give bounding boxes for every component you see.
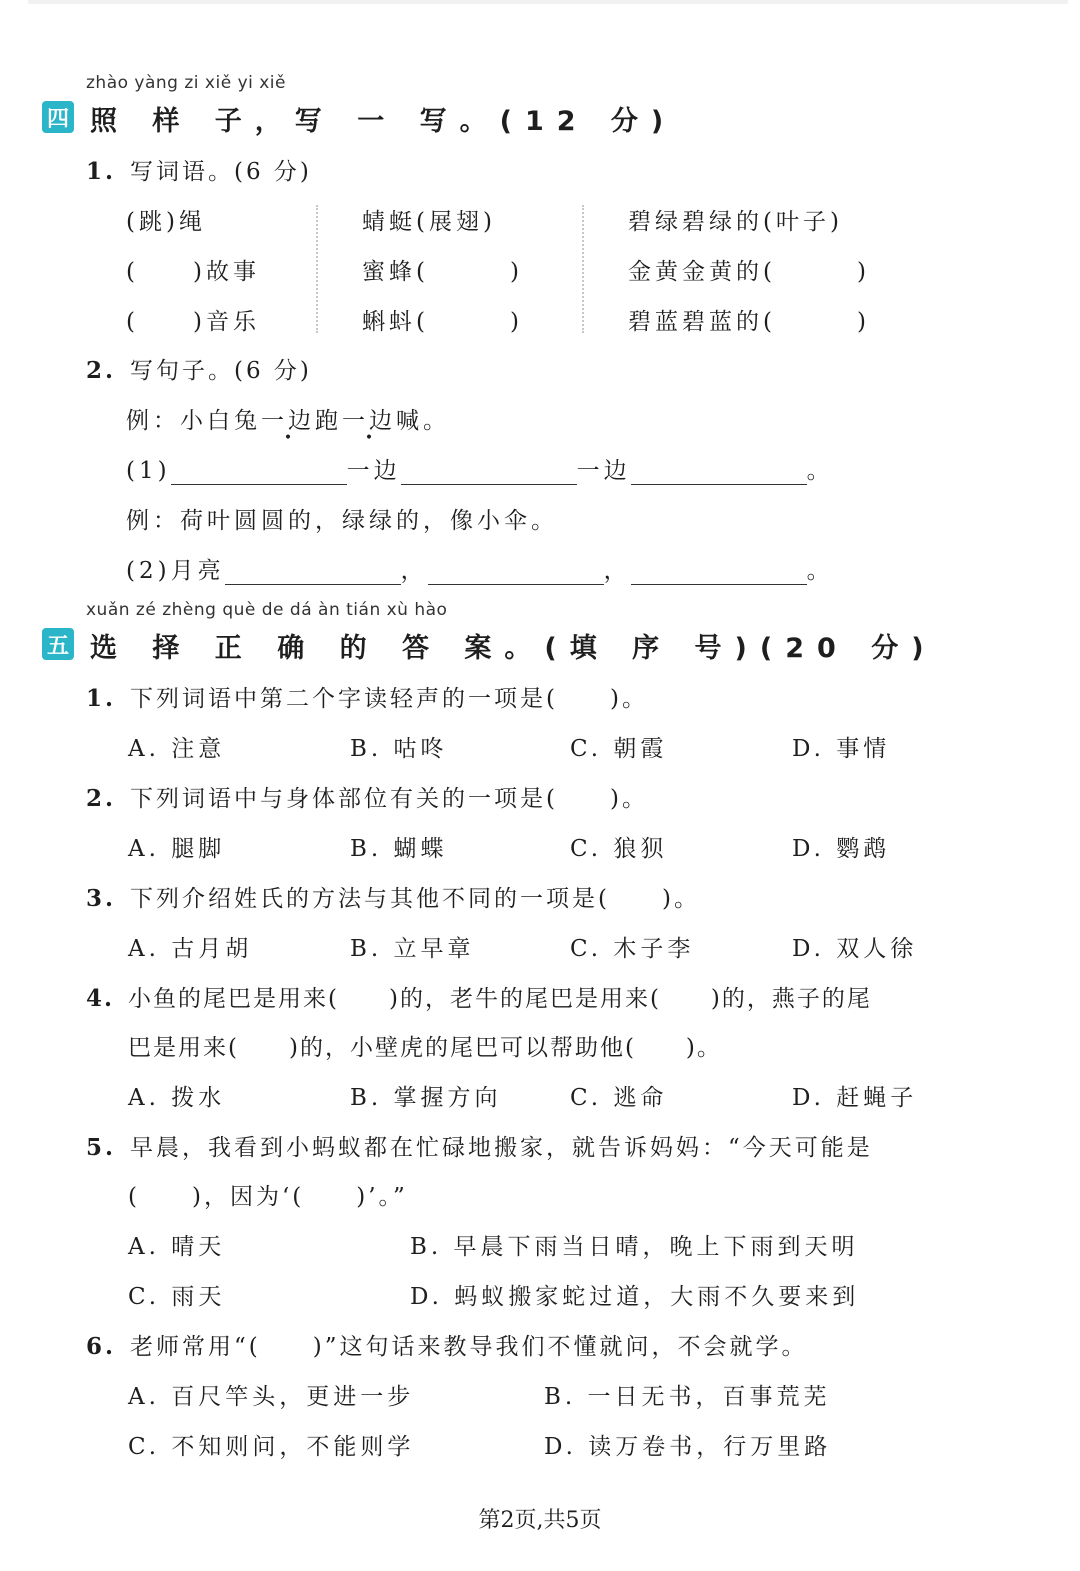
sentence1-end: 。 xyxy=(806,458,834,484)
q5-2-option-c: C. 狼狈 xyxy=(570,836,668,862)
sentence1-word: 一边 xyxy=(346,458,401,484)
q5-5-stem-cont: ( )，因为‘( )’。” xyxy=(128,1184,408,1210)
q5-6-stem xyxy=(86,1328,807,1361)
q5-5-stem xyxy=(86,1129,873,1162)
q5-5-option-a: A. 晴天 xyxy=(128,1234,226,1260)
q5-6-text: 老师常用“( )”这句话来教导我们不懂就问，不会就学。 xyxy=(130,1334,808,1360)
column-divider xyxy=(582,205,584,333)
page-number-footer: 第2页,共5页 xyxy=(478,1508,602,1533)
q4-1-col2-row1: 蜻蜓(展翅) xyxy=(362,209,496,235)
q5-4-option-d: D. 赶蝇子 xyxy=(792,1085,918,1111)
example1-part: 喊。 xyxy=(396,408,450,434)
section4-pinyin: zhào yàng zi xiě yi xiě xyxy=(86,73,286,93)
q5-1-option-c: C. 朝霞 xyxy=(570,736,668,762)
sentence2-separator: ， xyxy=(603,558,631,584)
sentence1-label: (1) xyxy=(126,458,171,484)
q5-5-option-b: B. 早晨下雨当日晴，晚上下雨到天明 xyxy=(410,1234,859,1260)
q4-1-col1-row3: ( )音乐 xyxy=(126,309,260,335)
q5-6-option-a: A. 百尺竿头，更进一步 xyxy=(128,1384,415,1410)
q4-1-col1-row2: ( )故事 xyxy=(126,259,260,285)
q5-5-option-c: C. 雨天 xyxy=(128,1284,226,1310)
q5-5-text: 早晨，我看到小蚂蚁都在忙碌地搬家，就告诉妈妈：“今天可能是 xyxy=(130,1135,873,1161)
sentence2-label: (2)月亮 xyxy=(126,558,225,584)
q5-1-option-d: D. 事情 xyxy=(792,736,891,762)
q4-2-sentence2 xyxy=(126,552,834,585)
q4-2-title: 写句子。(6 分) xyxy=(130,358,312,384)
q4-1-col3-row2: 金黄金黄的( ) xyxy=(628,259,870,285)
section5-title: 选 择 正 确 的 答 案。(填 序 号)(20 分) xyxy=(90,633,937,664)
sentence2-separator: ， xyxy=(400,558,428,584)
q5-5-number: 5. xyxy=(86,1134,117,1161)
answer-blank[interactable] xyxy=(171,458,347,485)
q5-6-number: 6. xyxy=(86,1333,117,1360)
q5-4-option-a: A. 拨水 xyxy=(128,1085,226,1111)
section4-number-badge: 四 xyxy=(42,101,74,133)
q4-1-col3-row1: 碧绿碧绿的(叶子) xyxy=(628,209,843,235)
q4-2-example2: 例：荷叶圆圆的，绿绿的，像小伞。 xyxy=(126,508,558,534)
section4-title: 照 样 子，写 一 写。(12 分) xyxy=(90,106,677,137)
sentence2-end: 。 xyxy=(806,558,834,584)
answer-blank[interactable] xyxy=(631,558,807,585)
answer-blank[interactable] xyxy=(428,558,604,585)
q4-2-example1 xyxy=(126,402,450,435)
q4-2-sentence1 xyxy=(126,452,834,485)
answer-blank[interactable] xyxy=(401,458,577,485)
q5-4-text: 小鱼的尾巴是用来( )的，老牛的尾巴是用来( )的，燕子的尾 xyxy=(128,986,872,1012)
q5-2-text: 下列词语中与身体部位有关的一项是( )。 xyxy=(130,786,648,812)
q5-2-option-b: B. 蝴蝶 xyxy=(350,836,448,862)
q5-5-option-d: D. 蚂蚁搬家蛇过道，大雨不久要来到 xyxy=(410,1284,860,1310)
q5-1-number: 1. xyxy=(86,685,117,712)
q4-1-col2-row2: 蜜蜂( ) xyxy=(362,259,523,285)
column-divider xyxy=(316,205,318,333)
section5-pinyin: xuǎn zé zhèng què de dá àn tián xù hào xyxy=(86,600,448,620)
q5-4-option-c: C. 逃命 xyxy=(570,1085,668,1111)
q5-6-option-b: B. 一日无书，百事荒芜 xyxy=(544,1384,831,1410)
sentence1-word: 一边 xyxy=(576,458,631,484)
q4-1-heading xyxy=(86,153,312,186)
q4-1-col3-row3: 碧蓝碧蓝的( ) xyxy=(628,309,870,335)
q5-3-option-a: A. 古月胡 xyxy=(128,936,253,962)
q5-3-number: 3. xyxy=(86,885,117,912)
q5-1-text: 下列词语中第二个字读轻声的一项是( )。 xyxy=(130,686,648,712)
section5-number-badge: 五 xyxy=(42,628,74,660)
q5-1-option-a: A. 注意 xyxy=(128,736,226,762)
q4-1-number: 1. xyxy=(86,158,117,185)
example1-dotted-word: 一边 xyxy=(261,408,315,434)
example1-part: 例：小白兔 xyxy=(126,408,261,434)
q5-4-number: 4. xyxy=(86,985,115,1012)
q5-4-stem xyxy=(86,980,872,1013)
q5-1-option-b: B. 咕咚 xyxy=(350,736,448,762)
q5-3-option-d: D. 双人徐 xyxy=(792,936,918,962)
q5-2-stem xyxy=(86,780,648,813)
q4-2-number: 2. xyxy=(86,357,117,384)
q4-1-col2-row3: 蝌蚪( ) xyxy=(362,309,523,335)
answer-blank[interactable] xyxy=(225,558,401,585)
q5-1-stem xyxy=(86,680,648,713)
example1-part: 跑 xyxy=(315,408,342,434)
q5-3-stem xyxy=(86,880,700,913)
q4-1-col1-row1: (跳)绳 xyxy=(126,209,206,235)
q5-6-option-d: D. 读万卷书，行万里路 xyxy=(544,1434,832,1460)
q4-2-heading xyxy=(86,352,312,385)
q5-2-number: 2. xyxy=(86,785,117,812)
q5-6-option-c: C. 不知则问，不能则学 xyxy=(128,1434,415,1460)
example1-dotted-word: 一边 xyxy=(342,408,396,434)
q5-3-option-c: C. 木子李 xyxy=(570,936,695,962)
q5-4-stem-cont: 巴是用来( )的，小壁虎的尾巴可以帮助他( )。 xyxy=(128,1035,722,1061)
page-top-edge xyxy=(28,0,1068,4)
q5-3-option-b: B. 立早章 xyxy=(350,936,475,962)
q5-3-text: 下列介绍姓氏的方法与其他不同的一项是( )。 xyxy=(130,886,700,912)
answer-blank[interactable] xyxy=(631,458,807,485)
q4-1-title: 写词语。(6 分) xyxy=(130,159,312,185)
q5-4-option-b: B. 掌握方向 xyxy=(350,1085,502,1111)
q5-2-option-a: A. 腿脚 xyxy=(128,836,226,862)
q5-2-option-d: D. 鹦鹉 xyxy=(792,836,891,862)
